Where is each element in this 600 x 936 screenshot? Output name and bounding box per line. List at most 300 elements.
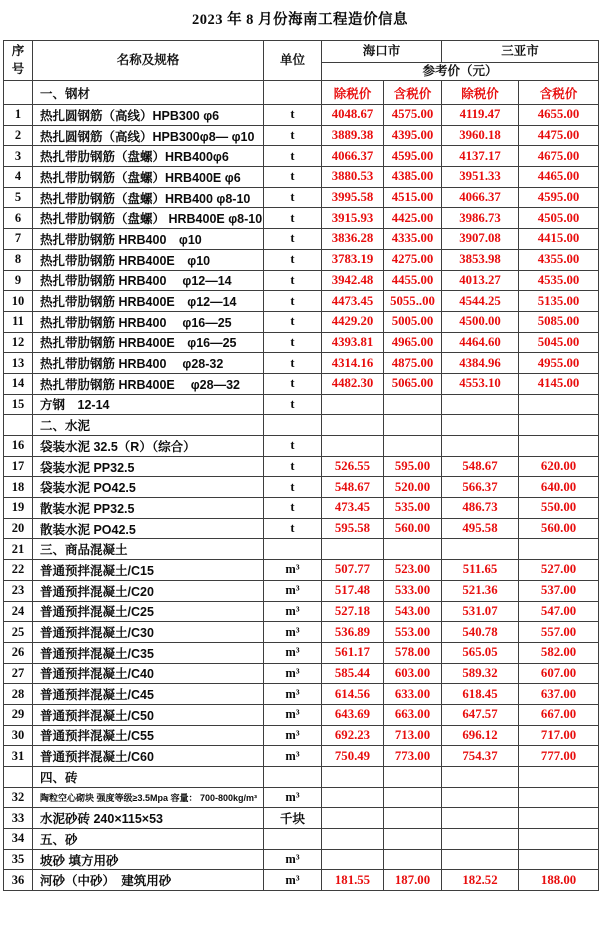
header-row-cities — [4, 41, 599, 63]
price-sanya-inctax: 667.00 — [519, 704, 599, 725]
price-sanya-extax: 4544.25 — [442, 291, 519, 312]
price-sanya-inctax — [519, 539, 599, 560]
price-sanya-inctax — [519, 808, 599, 829]
price-sanya-extax — [442, 829, 519, 850]
row-serial-number: 13 — [4, 353, 33, 374]
row-serial-number: 8 — [4, 249, 33, 270]
table-row — [4, 229, 599, 250]
price-haikou-inctax: 543.00 — [384, 601, 442, 622]
price-haikou-inctax: 523.00 — [384, 560, 442, 581]
price-sanya-inctax — [519, 787, 599, 808]
price-sanya-inctax — [519, 829, 599, 850]
item-unit: t — [264, 353, 322, 374]
price-haikou-inctax: 4425.00 — [384, 208, 442, 229]
price-haikou-inctax — [384, 808, 442, 829]
item-name-spec: 普通预拌混凝土/C30 — [33, 622, 264, 643]
price-sanya-extax: 4384.96 — [442, 353, 519, 374]
price-sanya-extax: 511.65 — [442, 560, 519, 581]
item-unit: t — [264, 373, 322, 394]
price-sanya-extax — [442, 415, 519, 436]
price-haikou-extax: 4066.37 — [322, 146, 384, 167]
price-sanya-inctax: 4535.00 — [519, 270, 599, 291]
price-haikou-inctax: 4515.00 — [384, 187, 442, 208]
price-sanya-extax: 565.05 — [442, 642, 519, 663]
item-unit: m³ — [264, 746, 322, 767]
table-row — [4, 642, 599, 663]
row-serial-number — [4, 767, 33, 788]
row-serial-number: 20 — [4, 518, 33, 539]
col-header-reference-price: 参考价（元） — [322, 63, 599, 81]
table-row — [4, 105, 599, 126]
price-haikou-inctax — [384, 415, 442, 436]
item-unit: m³ — [264, 642, 322, 663]
col-header-name-spec: 名称及规格 — [33, 41, 264, 81]
row-serial-number: 11 — [4, 311, 33, 332]
price-sanya-inctax — [519, 415, 599, 436]
price-sanya-inctax: 4415.00 — [519, 229, 599, 250]
price-sanya-inctax: 527.00 — [519, 560, 599, 581]
price-sanya-extax: 4553.10 — [442, 373, 519, 394]
row-serial-number — [4, 415, 33, 436]
col-header-unit: 单位 — [264, 41, 322, 81]
item-name-spec: 热扎带肋钢筋 HRB400 φ28-32 — [33, 353, 264, 374]
item-unit: m³ — [264, 704, 322, 725]
item-name-spec: 袋装水泥 32.5（R）（综合） — [33, 436, 264, 457]
price-sanya-extax: 182.52 — [442, 870, 519, 891]
table-row — [4, 291, 599, 312]
item-unit: t — [264, 105, 322, 126]
price-haikou-extax: 3889.38 — [322, 125, 384, 146]
price-haikou-extax — [322, 829, 384, 850]
table-row — [4, 870, 599, 891]
price-haikou-extax — [322, 787, 384, 808]
item-name-spec: 袋装水泥 PO42.5 — [33, 477, 264, 498]
item-name-spec: 坡砂 填方用砂 — [33, 849, 264, 870]
price-sanya-inctax — [519, 767, 599, 788]
price-haikou-extax: 3915.93 — [322, 208, 384, 229]
price-sanya-inctax: 5085.00 — [519, 311, 599, 332]
subheader-sanya-extax: 除税价 — [442, 81, 519, 105]
table-row — [4, 560, 599, 581]
price-sanya-extax: 4119.47 — [442, 105, 519, 126]
price-sanya-inctax: 4355.00 — [519, 249, 599, 270]
row-serial-number: 9 — [4, 270, 33, 291]
price-sanya-inctax: 5135.00 — [519, 291, 599, 312]
category-row — [4, 415, 599, 436]
table-row — [4, 601, 599, 622]
price-haikou-inctax: 187.00 — [384, 870, 442, 891]
price-haikou-inctax: 4595.00 — [384, 146, 442, 167]
price-haikou-inctax: 4395.00 — [384, 125, 442, 146]
price-sanya-extax: 521.36 — [442, 580, 519, 601]
price-sanya-extax: 696.12 — [442, 725, 519, 746]
price-sanya-inctax: 620.00 — [519, 456, 599, 477]
item-unit: t — [264, 146, 322, 167]
item-unit — [264, 767, 322, 788]
item-unit — [264, 829, 322, 850]
row-serial-number: 23 — [4, 580, 33, 601]
item-name-spec: 热扎带肋钢筋 HRB400 φ10 — [33, 229, 264, 250]
table-row — [4, 518, 599, 539]
item-unit: t — [264, 229, 322, 250]
price-haikou-extax — [322, 539, 384, 560]
item-name-spec: 普通预拌混凝土/C40 — [33, 663, 264, 684]
price-haikou-extax: 4048.67 — [322, 105, 384, 126]
price-haikou-inctax: 4875.00 — [384, 353, 442, 374]
table-row — [4, 725, 599, 746]
item-unit: t — [264, 291, 322, 312]
price-haikou-extax — [322, 767, 384, 788]
price-haikou-inctax: 4965.00 — [384, 332, 442, 353]
price-haikou-extax: 3995.58 — [322, 187, 384, 208]
item-unit: m³ — [264, 684, 322, 705]
table-row — [4, 373, 599, 394]
table-row — [4, 208, 599, 229]
row-serial-number: 12 — [4, 332, 33, 353]
item-unit: t — [264, 332, 322, 353]
price-sanya-inctax — [519, 394, 599, 415]
price-haikou-inctax: 773.00 — [384, 746, 442, 767]
price-sanya-inctax: 550.00 — [519, 498, 599, 519]
item-name-spec: 普通预拌混凝土/C25 — [33, 601, 264, 622]
table-row — [4, 704, 599, 725]
price-sanya-extax — [442, 394, 519, 415]
price-haikou-extax: 561.17 — [322, 642, 384, 663]
price-haikou-inctax: 4385.00 — [384, 167, 442, 188]
price-haikou-extax: 595.58 — [322, 518, 384, 539]
item-unit: m³ — [264, 601, 322, 622]
item-name-spec: 热扎带肋钢筋（盘螺）HRB400φ6 — [33, 146, 264, 167]
item-name-spec: 普通预拌混凝土/C50 — [33, 704, 264, 725]
price-sanya-extax — [442, 539, 519, 560]
table-row — [4, 436, 599, 457]
row-serial-number: 6 — [4, 208, 33, 229]
row-serial-number: 31 — [4, 746, 33, 767]
price-haikou-extax — [322, 849, 384, 870]
subheader-empty-serial — [4, 81, 33, 105]
price-haikou-extax: 4429.20 — [322, 311, 384, 332]
price-sanya-inctax: 777.00 — [519, 746, 599, 767]
item-name-spec: 热扎带肋钢筋（盘螺） HRB400E φ8-10 — [33, 208, 264, 229]
price-sanya-extax: 3960.18 — [442, 125, 519, 146]
item-unit: t — [264, 394, 322, 415]
table-row — [4, 146, 599, 167]
item-unit — [264, 415, 322, 436]
item-name-spec: 普通预拌混凝土/C35 — [33, 642, 264, 663]
item-unit: t — [264, 167, 322, 188]
price-sanya-inctax: 4475.00 — [519, 125, 599, 146]
item-unit — [264, 539, 322, 560]
item-name-spec: 普通预拌混凝土/C60 — [33, 746, 264, 767]
price-haikou-inctax: 595.00 — [384, 456, 442, 477]
row-serial-number: 19 — [4, 498, 33, 519]
item-unit: m³ — [264, 560, 322, 581]
price-sanya-inctax: 607.00 — [519, 663, 599, 684]
price-haikou-inctax: 4455.00 — [384, 270, 442, 291]
price-sanya-inctax — [519, 849, 599, 870]
price-haikou-extax: 507.77 — [322, 560, 384, 581]
table-row — [4, 332, 599, 353]
row-serial-number: 36 — [4, 870, 33, 891]
price-sanya-inctax: 537.00 — [519, 580, 599, 601]
price-haikou-inctax: 713.00 — [384, 725, 442, 746]
table-row — [4, 456, 599, 477]
item-unit: t — [264, 187, 322, 208]
item-name-spec: 普通预拌混凝土/C45 — [33, 684, 264, 705]
row-serial-number: 21 — [4, 539, 33, 560]
price-haikou-inctax: 553.00 — [384, 622, 442, 643]
table-row — [4, 477, 599, 498]
item-unit: m³ — [264, 580, 322, 601]
price-haikou-inctax: 535.00 — [384, 498, 442, 519]
table-row — [4, 394, 599, 415]
item-unit: m³ — [264, 725, 322, 746]
price-sanya-extax — [442, 767, 519, 788]
price-sanya-inctax: 4505.00 — [519, 208, 599, 229]
item-name-spec: 河砂（中砂） 建筑用砂 — [33, 870, 264, 891]
price-sanya-extax: 495.58 — [442, 518, 519, 539]
item-name-spec: 热扎带肋钢筋 HRB400E φ16—25 — [33, 332, 264, 353]
subheader-haikou-inctax: 含税价 — [384, 81, 442, 105]
item-unit: m³ — [264, 849, 322, 870]
price-haikou-inctax — [384, 829, 442, 850]
item-name-spec: 散装水泥 PO42.5 — [33, 518, 264, 539]
item-unit: m³ — [264, 663, 322, 684]
price-sanya-inctax: 637.00 — [519, 684, 599, 705]
row-serial-number: 2 — [4, 125, 33, 146]
price-sanya-extax: 754.37 — [442, 746, 519, 767]
category-label: 四、砖 — [33, 767, 264, 788]
row-serial-number: 25 — [4, 622, 33, 643]
price-sanya-extax: 486.73 — [442, 498, 519, 519]
item-unit: t — [264, 125, 322, 146]
price-haikou-extax: 585.44 — [322, 663, 384, 684]
price-table — [3, 40, 599, 891]
price-haikou-inctax: 5065.00 — [384, 373, 442, 394]
price-haikou-extax: 517.48 — [322, 580, 384, 601]
category-label: 二、水泥 — [33, 415, 264, 436]
price-haikou-extax: 4314.16 — [322, 353, 384, 374]
price-sanya-inctax: 547.00 — [519, 601, 599, 622]
item-name-spec: 普通预拌混凝土/C55 — [33, 725, 264, 746]
table-row — [4, 684, 599, 705]
item-unit: m³ — [264, 622, 322, 643]
item-name-spec: 热扎带肋钢筋 HRB400E φ28—32 — [33, 373, 264, 394]
price-sanya-extax: 4137.17 — [442, 146, 519, 167]
item-unit: m³ — [264, 870, 322, 891]
row-serial-number: 24 — [4, 601, 33, 622]
item-name-spec: 热扎带肋钢筋（盘螺）HRB400E φ6 — [33, 167, 264, 188]
price-haikou-extax: 750.49 — [322, 746, 384, 767]
price-sanya-extax — [442, 849, 519, 870]
price-haikou-inctax: 560.00 — [384, 518, 442, 539]
subheader-sanya-inctax: 含税价 — [519, 81, 599, 105]
price-sanya-inctax: 188.00 — [519, 870, 599, 891]
category-label-steel: 一、钢材 — [33, 81, 264, 105]
table-row — [4, 125, 599, 146]
item-unit: t — [264, 270, 322, 291]
category-row — [4, 539, 599, 560]
row-serial-number: 28 — [4, 684, 33, 705]
price-haikou-extax: 526.55 — [322, 456, 384, 477]
price-sanya-inctax: 4595.00 — [519, 187, 599, 208]
price-sanya-extax: 4500.00 — [442, 311, 519, 332]
price-sanya-extax: 3907.08 — [442, 229, 519, 250]
row-serial-number: 26 — [4, 642, 33, 663]
price-haikou-extax: 536.89 — [322, 622, 384, 643]
price-haikou-extax: 4473.45 — [322, 291, 384, 312]
price-haikou-inctax — [384, 436, 442, 457]
table-row — [4, 353, 599, 374]
table-row — [4, 663, 599, 684]
table-row — [4, 498, 599, 519]
col-header-city-haikou: 海口市 — [322, 41, 442, 63]
item-name-spec: 热扎圆钢筋（高线）HPB300φ8— φ10 — [33, 125, 264, 146]
item-unit: t — [264, 208, 322, 229]
item-name-spec: 方钢 12-14 — [33, 394, 264, 415]
price-haikou-extax: 692.23 — [322, 725, 384, 746]
price-haikou-extax: 3880.53 — [322, 167, 384, 188]
row-serial-number: 4 — [4, 167, 33, 188]
item-unit: 千块 — [264, 808, 322, 829]
price-sanya-inctax: 557.00 — [519, 622, 599, 643]
price-sanya-extax: 540.78 — [442, 622, 519, 643]
row-serial-number: 34 — [4, 829, 33, 850]
price-sanya-extax: 618.45 — [442, 684, 519, 705]
item-unit: t — [264, 477, 322, 498]
price-haikou-extax — [322, 808, 384, 829]
price-haikou-extax: 3836.28 — [322, 229, 384, 250]
table-row — [4, 187, 599, 208]
price-sanya-inctax: 640.00 — [519, 477, 599, 498]
price-sanya-extax: 3951.33 — [442, 167, 519, 188]
row-serial-number: 32 — [4, 787, 33, 808]
price-haikou-extax: 643.69 — [322, 704, 384, 725]
price-haikou-extax: 548.67 — [322, 477, 384, 498]
category-label: 五、砂 — [33, 829, 264, 850]
price-haikou-extax: 614.56 — [322, 684, 384, 705]
price-haikou-inctax — [384, 767, 442, 788]
price-sanya-extax: 531.07 — [442, 601, 519, 622]
price-haikou-extax — [322, 415, 384, 436]
item-name-spec: 热扎带肋钢筋（盘螺）HRB400 φ8-10 — [33, 187, 264, 208]
price-sanya-inctax: 717.00 — [519, 725, 599, 746]
price-sanya-inctax: 4655.00 — [519, 105, 599, 126]
price-sanya-extax: 4013.27 — [442, 270, 519, 291]
row-serial-number: 18 — [4, 477, 33, 498]
price-haikou-extax: 181.55 — [322, 870, 384, 891]
price-haikou-inctax — [384, 849, 442, 870]
item-unit: t — [264, 311, 322, 332]
row-serial-number: 1 — [4, 105, 33, 126]
table-row — [4, 311, 599, 332]
item-name-spec: 陶粒空心砌块 强度等级≥3.5Mpa 容量： 700-800kg/m³ — [33, 787, 264, 808]
price-haikou-inctax: 663.00 — [384, 704, 442, 725]
subheader-row-steel — [4, 81, 599, 105]
table-row — [4, 622, 599, 643]
item-name-spec: 热扎带肋钢筋 HRB400E φ12—14 — [33, 291, 264, 312]
price-haikou-extax — [322, 394, 384, 415]
row-serial-number: 35 — [4, 849, 33, 870]
price-haikou-inctax: 5055..00 — [384, 291, 442, 312]
item-name-spec: 水泥砂砖 240×115×53 — [33, 808, 264, 829]
table-row — [4, 746, 599, 767]
price-sanya-inctax — [519, 436, 599, 457]
price-sanya-inctax: 5045.00 — [519, 332, 599, 353]
price-haikou-inctax: 533.00 — [384, 580, 442, 601]
price-haikou-extax: 4393.81 — [322, 332, 384, 353]
price-haikou-extax: 4482.30 — [322, 373, 384, 394]
col-header-serial: 序号 — [4, 41, 33, 81]
item-name-spec: 热扎圆钢筋（高线）HPB300 φ6 — [33, 105, 264, 126]
item-unit: m³ — [264, 787, 322, 808]
row-serial-number: 16 — [4, 436, 33, 457]
price-haikou-inctax: 633.00 — [384, 684, 442, 705]
item-unit: t — [264, 249, 322, 270]
row-serial-number: 27 — [4, 663, 33, 684]
price-haikou-inctax: 578.00 — [384, 642, 442, 663]
item-unit: t — [264, 498, 322, 519]
category-label: 三、商品混凝土 — [33, 539, 264, 560]
row-serial-number: 14 — [4, 373, 33, 394]
row-serial-number: 22 — [4, 560, 33, 581]
row-serial-number: 30 — [4, 725, 33, 746]
price-sanya-extax — [442, 808, 519, 829]
item-name-spec: 热扎带肋钢筋 HRB400E φ10 — [33, 249, 264, 270]
price-sanya-inctax: 4465.00 — [519, 167, 599, 188]
price-haikou-inctax — [384, 394, 442, 415]
price-sanya-inctax: 582.00 — [519, 642, 599, 663]
price-sanya-inctax: 4145.00 — [519, 373, 599, 394]
item-name-spec: 热扎带肋钢筋 HRB400 φ12—14 — [33, 270, 264, 291]
table-row — [4, 580, 599, 601]
table-row — [4, 249, 599, 270]
row-serial-number: 7 — [4, 229, 33, 250]
item-name-spec: 散装水泥 PP32.5 — [33, 498, 264, 519]
price-sanya-extax — [442, 436, 519, 457]
row-serial-number: 10 — [4, 291, 33, 312]
price-sanya-extax: 3986.73 — [442, 208, 519, 229]
item-name-spec: 普通预拌混凝土/C20 — [33, 580, 264, 601]
subheader-haikou-extax: 除税价 — [322, 81, 384, 105]
table-body — [4, 105, 599, 891]
price-haikou-extax — [322, 436, 384, 457]
price-haikou-inctax: 4335.00 — [384, 229, 442, 250]
price-sanya-extax: 548.67 — [442, 456, 519, 477]
price-sanya-extax: 3853.98 — [442, 249, 519, 270]
row-serial-number: 3 — [4, 146, 33, 167]
table-row — [4, 167, 599, 188]
price-sanya-extax: 647.57 — [442, 704, 519, 725]
row-serial-number: 33 — [4, 808, 33, 829]
row-serial-number: 5 — [4, 187, 33, 208]
subheader-empty-unit — [264, 81, 322, 105]
row-serial-number: 17 — [4, 456, 33, 477]
category-row — [4, 829, 599, 850]
price-sanya-extax: 4066.37 — [442, 187, 519, 208]
item-unit: t — [264, 518, 322, 539]
page-title: 2023 年 8 月份海南工程造价信息 — [191, 12, 409, 28]
item-name-spec: 热扎带肋钢筋 HRB400 φ16—25 — [33, 311, 264, 332]
price-haikou-inctax: 520.00 — [384, 477, 442, 498]
price-haikou-extax: 3942.48 — [322, 270, 384, 291]
price-sanya-inctax: 4675.00 — [519, 146, 599, 167]
row-serial-number: 29 — [4, 704, 33, 725]
price-sanya-inctax: 560.00 — [519, 518, 599, 539]
price-haikou-inctax: 4275.00 — [384, 249, 442, 270]
table-row — [4, 849, 599, 870]
item-unit: t — [264, 436, 322, 457]
